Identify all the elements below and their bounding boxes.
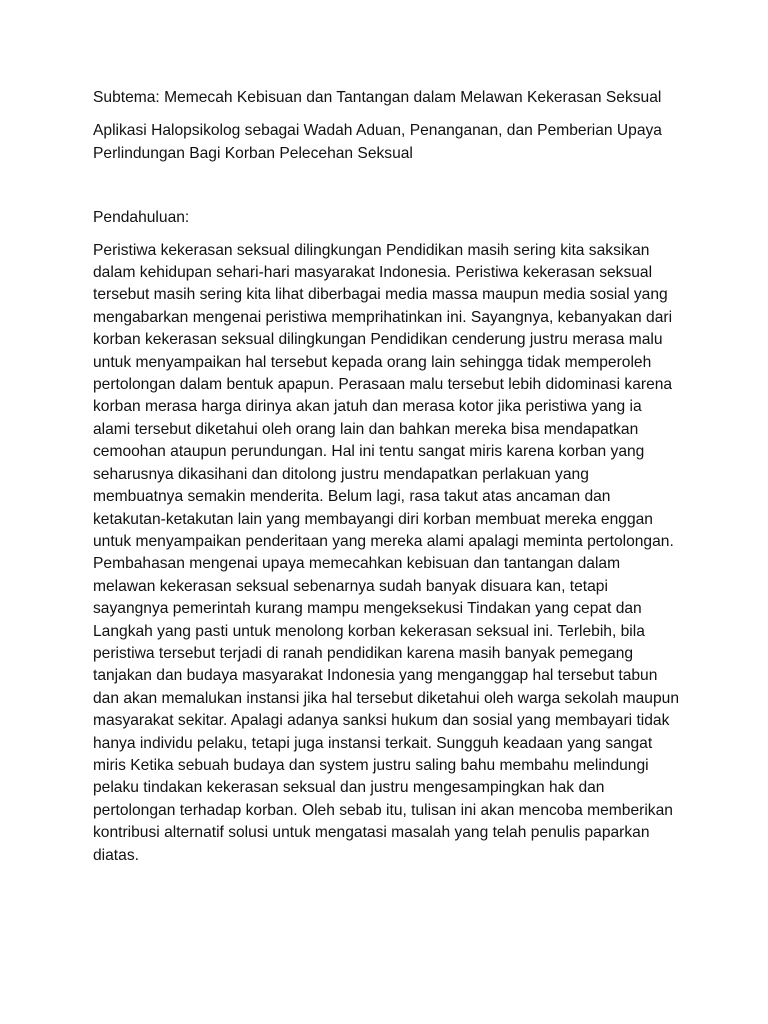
document-title: Aplikasi Halopsikolog sebagai Wadah Aduan, Penanganan, dan Pemberian Upaya Perlindungan Bagi Korban Pelecehan Seksual	[93, 122, 662, 162]
document-content	[93, 87, 683, 867]
section-heading: Pendahuluan:	[93, 209, 190, 227]
body-paragraph: Peristiwa kekerasan seksual dilingkungan Pendidikan masih sering kita saksikan dalam kehidupan sehari-hari masyarakat Indonesia. Peristiwa kekerasan seksual tersebut masih sering kita lihat diberbagai media massa maupun media sosial yang mengabarkan mengenai peristiwa memprihatinkan ini. Sayangnya, kebanyakan dari korban kekerasan seksual dilingkungan Pendidikan cenderung justru merasa malu untuk menyampaikan hal tersebut kepada orang lain sehingga tidak memperoleh pertolongan dalam bentuk apapun. Perasaan malu tersebut lebih didominasi karena korban merasa harga dirinya akan jatuh dan merasa kotor jika peristiwa yang ia alami tersebut diketahui oleh orang lain dan bahkan mereka bisa mendapatkan cemoohan ataupun perundungan. Hal ini tentu sangat miris karena korban yang seharusnya dikasihani dan ditolong justru mendapatkan perlakuan yang membuatnya semakin menderita. Belum lagi, rasa takut atas ancaman dan ketakutan-ketakutan lain yang membayangi diri korban membuat mereka enggan untuk menyampaikan penderitaan yang mereka alami apalagi meminta pertolongan. Pembahasan mengenai upaya memecahkan kebisuan dan tantangan dalam melawan kekerasan seksual sebenarnya sudah banyak disuara kan, tetapi sayangnya pemerintah kurang mampu mengeksekusi Tindakan yang cepat dan Langkah yang pasti untuk menolong korban kekerasan seksual ini. Terlebih, bila peristiwa tersebut terjadi di ranah pendidikan karena masih banyak pemegang tanjakan dan budaya masyarakat Indonesia yang menganggap hal tersebut tabun dan akan memalukan instansi jika hal tersebut diketahui oleh warga sekolah maupun masyarakat sekitar. Apalagi adanya sanksi hukum dan sosial yang membayari tidak hanya individu pelaku, tetapi juga instansi terkait. Sungguh keadaan yang sangat miris Ketika sebuah budaya dan system justru saling bahu membahu melindungi pelaku tindakan kekerasan seksual dan justru mengesampingkan hak dan pertolongan terhadap korban. Oleh sebab itu, tulisan ini akan mencoba memberikan kontribusi alternatif solusi untuk mengatasi masalah yang telah penulis paparkan diatas.	[93, 241, 679, 864]
subtema-line: Subtema: Memecah Kebisuan dan Tantangan dalam Melawan Kekerasan Seksual	[93, 89, 662, 106]
